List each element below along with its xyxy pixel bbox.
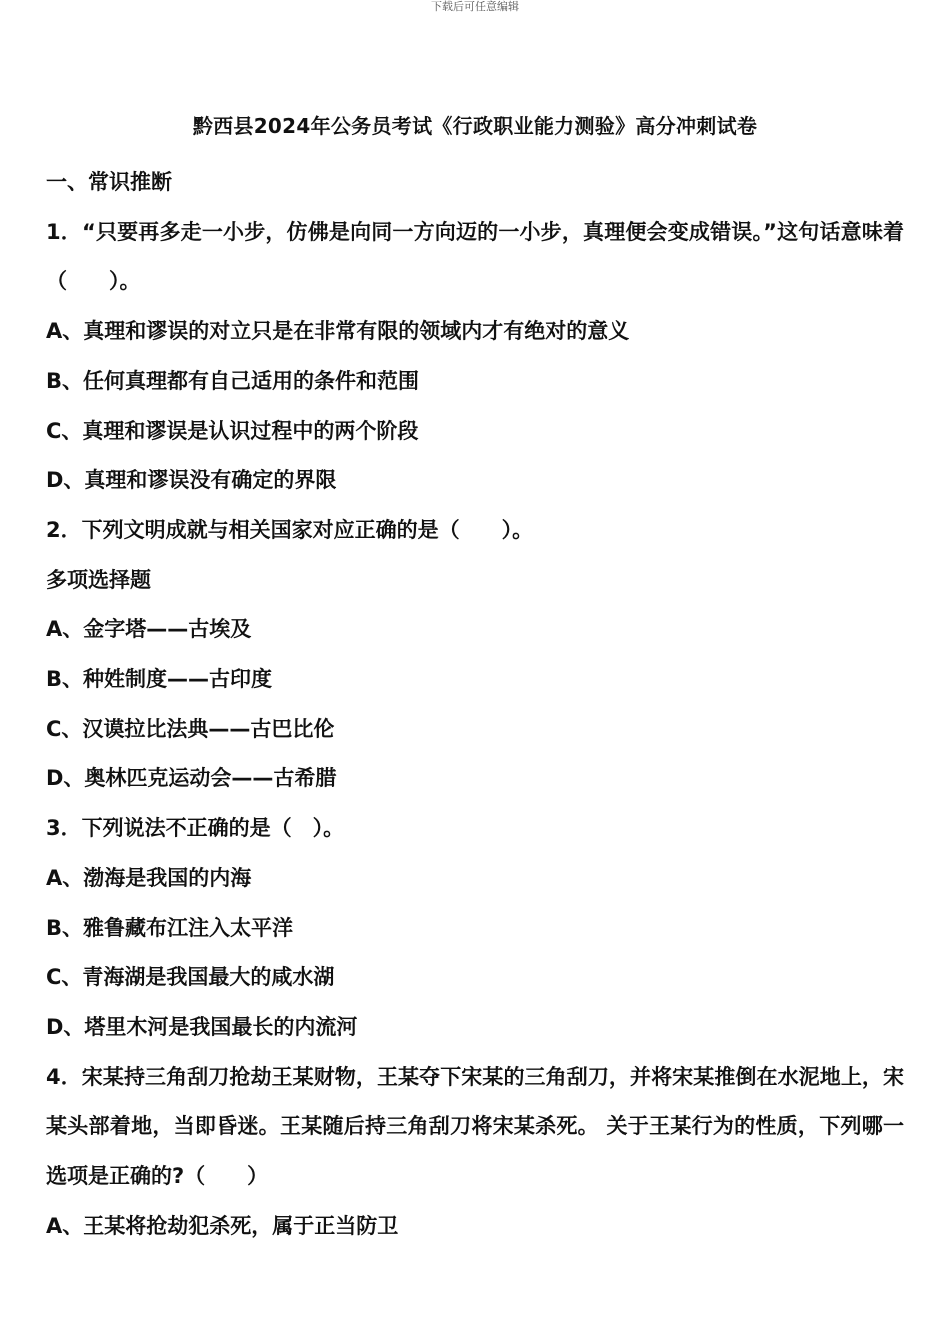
question-3-option-b: B、雅鲁藏布江注入太平洋 <box>46 915 294 940</box>
question-2-option-d: D、奥林匹克运动会——古希腊 <box>46 766 337 791</box>
document-title: 黔西县2024年公务员考试《行政职业能力测验》高分冲刺试卷 <box>192 114 758 138</box>
question-1-option-d: D、真理和谬误没有确定的界限 <box>46 468 337 493</box>
question-3-option-a: A、渤海是我国的内海 <box>46 865 252 890</box>
question-1-option-b: B、任何真理都有自己适用的条件和范围 <box>46 368 420 393</box>
question-3-stem: 3．下列说法不正确的是（ ）。 <box>46 816 345 841</box>
question-3-option-c: C、青海湖是我国最大的咸水湖 <box>46 965 335 990</box>
section-heading: 一、常识推断 <box>46 170 172 194</box>
question-1-stem: 1．“只要再多走一小步，仿佛是向同一方向迈的一小步，真理便会变成错误。”这句话意味着（ ）。 <box>46 219 904 294</box>
question-4-stem: 4．宋某持三角刮刀抢劫王某财物，王某夺下宋某的三角刮刀，并将宋某推倒在水泥地上，宋某头部着地，当即昏迷。王某随后持三角刮刀将宋某杀死。 关于王某行为的性质，下列哪一选项是正确的?（ ） <box>46 1064 904 1189</box>
question-4-option-a: A、王某将抢劫犯杀死，属于正当防卫 <box>46 1213 399 1238</box>
document-body <box>46 158 904 1251</box>
question-2-stem: 2．下列文明成就与相关国家对应正确的是（ ）。 <box>46 517 534 542</box>
question-2-option-b: B、种姓制度——古印度 <box>46 667 273 692</box>
question-2-option-a: A、金字塔——古埃及 <box>46 617 252 642</box>
header-note: 下载后可任意编辑 <box>431 0 519 13</box>
question-2-option-c: C、汉谟拉比法典——古巴比伦 <box>46 716 335 741</box>
question-3-option-d: D、塔里木河是我国最长的内流河 <box>46 1014 358 1039</box>
question-1-option-a: A、真理和谬误的对立只是在非常有限的领域内才有绝对的意义 <box>46 319 630 344</box>
question-1-option-c: C、真理和谬误是认识过程中的两个阶段 <box>46 418 419 443</box>
question-2-type-note: 多项选择题 <box>46 567 151 592</box>
